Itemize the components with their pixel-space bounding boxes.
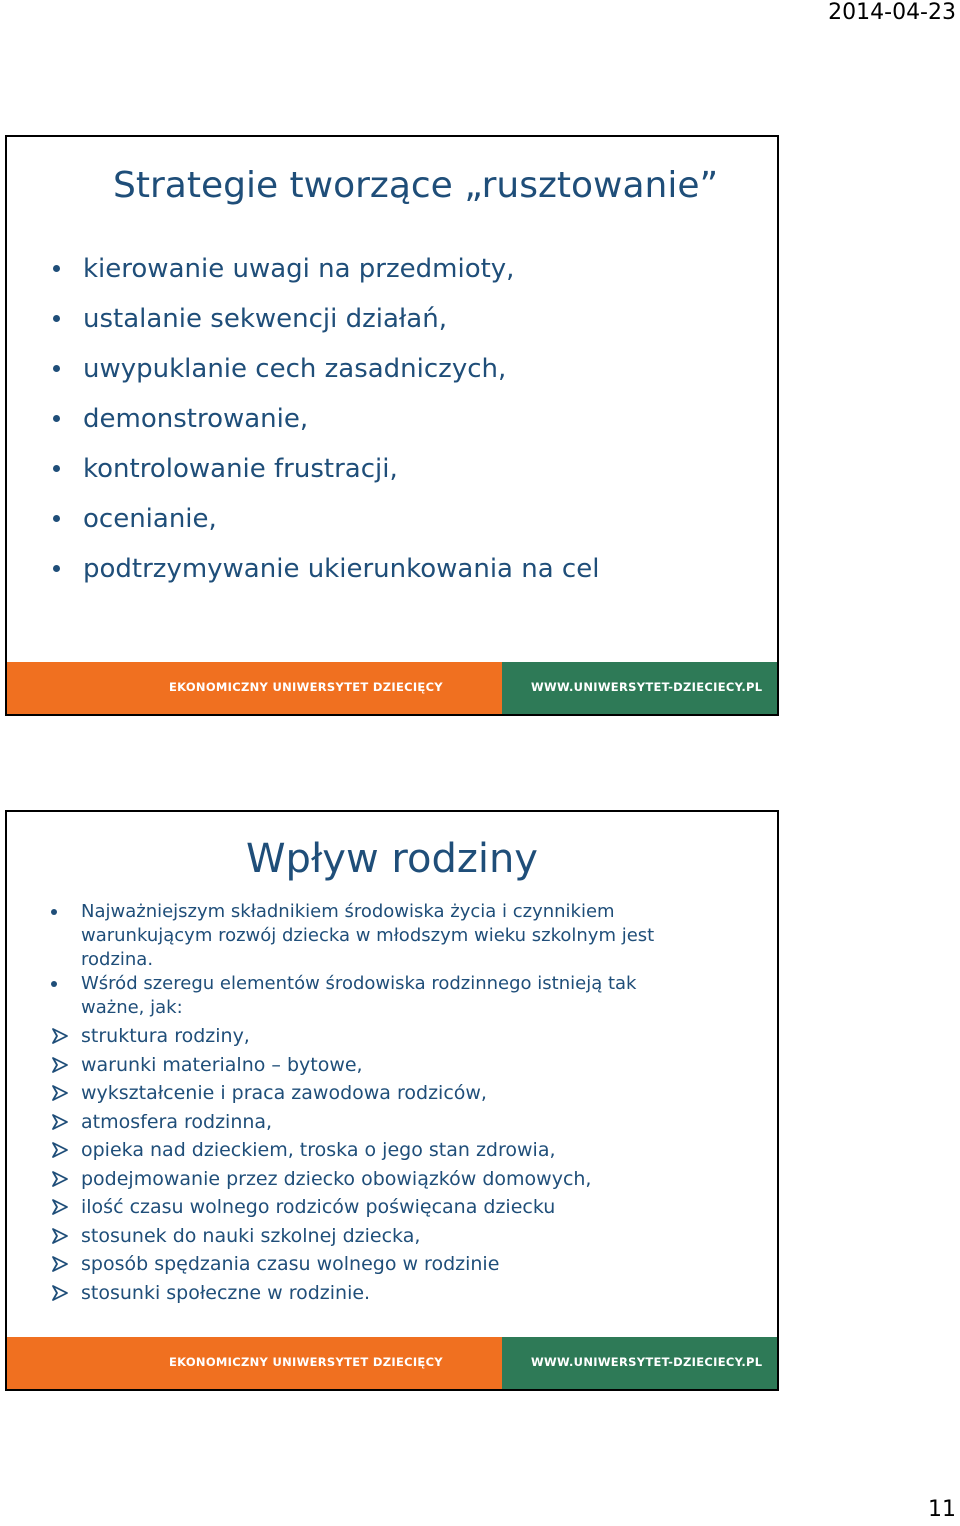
bullet-icon (53, 265, 60, 272)
footer-organization-name: EKONOMICZNY UNIWERSYTET DZIECIĘCY (169, 1355, 443, 1369)
footer-website: WWW.UNIWERSYTET-DZIECIECY.PL (531, 680, 763, 694)
paragraph-text: Wśród szeregu elementów środowiska rodzinnego istnieją tak ważne, jak: (81, 973, 637, 1018)
paragraph-text: Najważniejszym składnikiem środowiska życia i czynnikiem warunkującym rozwój dziecka w młodszym wieku szkolnym jest rodzina. (81, 901, 655, 970)
bullet-icon (53, 565, 60, 572)
list-item (51, 1136, 691, 1165)
list-item-text: wykształcenie i praca zawodowa rodziców, (81, 1082, 487, 1104)
list-item (51, 1051, 691, 1080)
list-item-text: uwypuklanie cech zasadniczych, (83, 354, 507, 384)
list-item (51, 497, 599, 547)
bullet-icon (53, 465, 60, 472)
list-item-text: struktura rodziny, (81, 1025, 250, 1047)
list-item (51, 447, 599, 497)
slide-title: Strategie tworzące „rusztowanie” (113, 165, 719, 206)
list-item-text: stosunek do nauki szkolnej dziecka, (81, 1224, 421, 1247)
list-item (51, 1279, 691, 1308)
footer-website: WWW.UNIWERSYTET-DZIECIECY.PL (531, 1355, 763, 1369)
list-item-text: ustalanie sekwencji działań, (83, 304, 447, 334)
list-item (51, 347, 599, 397)
footer-organization-name: EKONOMICZNY UNIWERSYTET DZIECIĘCY (169, 680, 443, 694)
arrow-bullet-icon (51, 1285, 69, 1301)
slide-title: Wpływ rodziny (246, 836, 538, 882)
list-item-text: podejmowanie przez dziecko obowiązków domowych, (81, 1167, 592, 1190)
bullet-icon (53, 365, 60, 372)
list-item (51, 547, 599, 597)
list-item (51, 397, 599, 447)
bullet-icon (53, 315, 60, 322)
page-date: 2014-04-23 (828, 0, 956, 25)
arrow-bullet-icon (51, 1057, 69, 1073)
arrow-bullet-icon (51, 1228, 69, 1244)
bullet-icon (51, 909, 57, 915)
paragraph (51, 900, 691, 972)
list-item-text: opieka nad dzieckiem, troska o jego stan zdrowia, (81, 1139, 556, 1161)
list-item (51, 1165, 691, 1194)
page-number: 11 (928, 1497, 956, 1522)
paragraph (51, 972, 691, 1020)
bullet-icon (51, 981, 57, 987)
strategy-list (51, 247, 599, 597)
bullet-icon (53, 515, 60, 522)
list-item (51, 1022, 691, 1051)
arrow-bullet-icon (51, 1085, 69, 1101)
list-item-text: demonstrowanie, (83, 404, 309, 434)
arrow-bullet-icon (51, 1142, 69, 1158)
arrow-bullet-icon (51, 1171, 69, 1187)
list-item (51, 1108, 691, 1137)
slide-scaffolding-strategies (5, 135, 779, 716)
list-item (51, 1250, 691, 1279)
list-item-text: podtrzymywanie ukierunkowania na cel (83, 554, 600, 584)
bullet-icon (53, 415, 60, 422)
list-item-text: kontrolowanie frustracji, (83, 454, 398, 484)
list-item (51, 247, 599, 297)
list-item (51, 297, 599, 347)
arrow-bullet-icon (51, 1028, 69, 1044)
list-item-text: warunki materialno – bytowe, (81, 1053, 363, 1076)
list-item-text: kierowanie uwagi na przedmioty, (83, 254, 515, 284)
slide-footer (7, 662, 777, 714)
arrow-bullet-icon (51, 1256, 69, 1272)
list-item (51, 1193, 691, 1222)
list-item (51, 1222, 691, 1251)
list-item-text: ilość czasu wolnego rodziców poświęcana dziecku (81, 1196, 556, 1218)
family-factors-list (51, 1022, 691, 1307)
family-influence-content (51, 900, 691, 1307)
list-item-text: stosunki społeczne w rodzinie. (81, 1281, 371, 1304)
list-item-text: atmosfera rodzinna, (81, 1110, 273, 1133)
list-item (51, 1079, 691, 1108)
arrow-bullet-icon (51, 1114, 69, 1130)
slide-family-influence (5, 810, 779, 1391)
arrow-bullet-icon (51, 1199, 69, 1215)
list-item-text: ocenianie, (83, 504, 217, 534)
slide-footer (7, 1337, 777, 1389)
list-item-text: sposób spędzania czasu wolnego w rodzinie (81, 1253, 500, 1275)
